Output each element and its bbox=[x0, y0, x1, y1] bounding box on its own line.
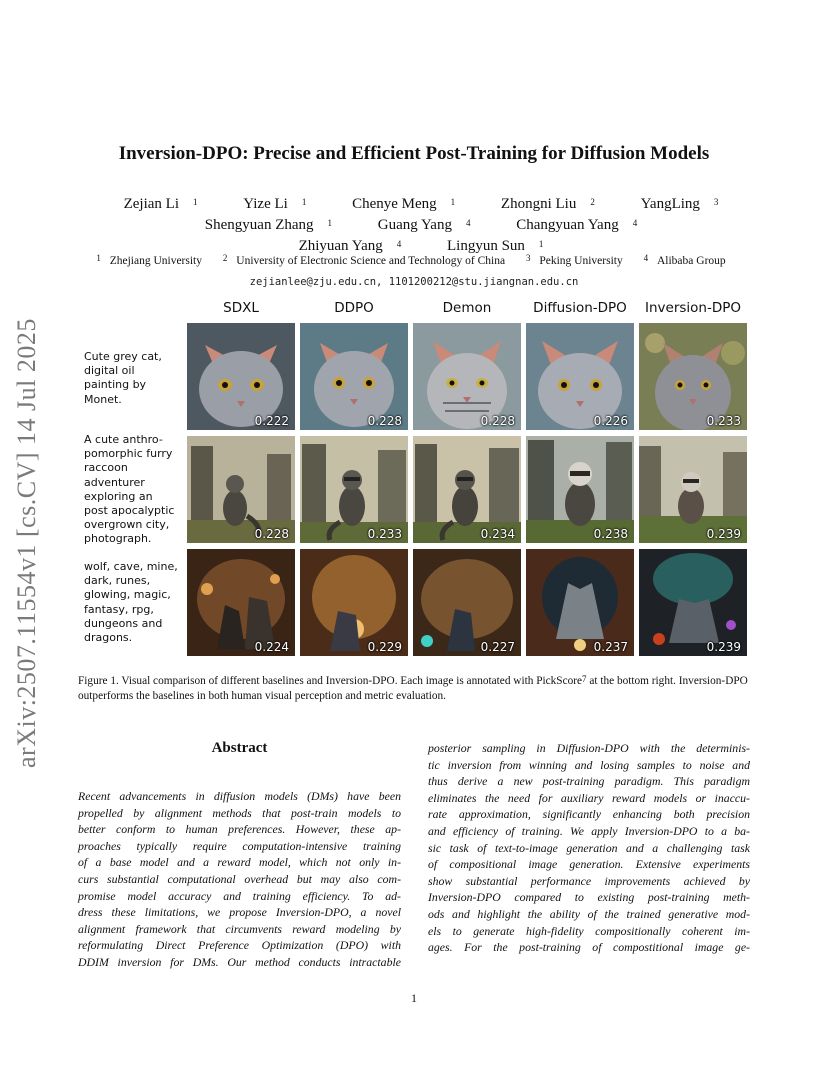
figure-1-comparison-grid bbox=[82, 298, 750, 660]
author: Zejian Li $^1$ bbox=[123, 196, 198, 212]
row-prompt-wolf: wolf, cave, mine, dark, runes, glowing, magic, fantasy, rpg, dungeons and dragons. bbox=[84, 560, 178, 645]
author: Shengyuan Zhang $^1$ bbox=[204, 217, 333, 233]
column-header-ddpo: DDPO bbox=[334, 300, 374, 316]
raccoon-image-inversion-dpo bbox=[639, 436, 747, 543]
abstract-text-left-column: Recent advancements in diffusion models (DMs) have been propelled by alignment methods that post-train models to better conform to human preferences. However, these ap- proaches typically require computation-intensive training of a base model and a reward model, which not only in- curs substantial computational overhead but may also com- promise model accuracy and training efficiency. To ad- dress these limitations, we propose Inversion-DPO, a novel alignment framework that circumvents reward modeling by reformulating Direct Preference Optimization (DPO) with DDIM inversion for DMs. Our method conducts intractable bbox=[78, 789, 401, 969]
pickscore-value: 0.229 bbox=[367, 640, 402, 654]
affiliation: $^3$ Peking University bbox=[525, 253, 623, 267]
pickscore-value: 0.233 bbox=[367, 527, 402, 541]
arxiv-identifier-stamp[interactable]: arXiv:2507.11554v1 [cs.CV] 14 Jul 2025 bbox=[12, 318, 41, 768]
raccoon-image-diffusion-dpo bbox=[526, 436, 634, 543]
row-prompt-raccoon: A cute anthro- pomorphic furry raccoon adventurer exploring an post apocalyptic overgrown city, photograph. bbox=[84, 433, 175, 546]
pickscore-value: 0.239 bbox=[706, 527, 741, 541]
abstract-text-right-column: posterior sampling in Diffusion-DPO with the determinis- tic inversion from winning and losing samples to noise and thus derive a new post-training paradigm. This paradigm eliminates the need for auxiliary reward models or inaccu- rate approximation, significantly enhancing both precision and efficiency of training. We apply Inversion-DPO to a ba- sic task of text-to-image generation and a challenging task of compositional image generation. Extensive experiments show substantial performance improvements achieved by Inversion-DPO compared to existing post-training meth- ods and highlight the ability of the trained generative mod- els to generate high-fidelity compositionally coherent im- ages. For the post-training of compostitional image ge- bbox=[428, 741, 750, 955]
paper-title: Inversion-DPO: Precise and Efficient Post-Training for Diffusion Models bbox=[118, 143, 710, 164]
affiliation: $^2$ University of Electronic Science and Technology of China bbox=[222, 253, 506, 267]
author: Zhongni Liu $^2$ bbox=[500, 196, 595, 212]
cat-image-diffusion-dpo bbox=[526, 323, 634, 430]
page-number: 1 bbox=[411, 991, 417, 1005]
column-header-diffusion-dpo: Diffusion-DPO bbox=[533, 300, 627, 316]
pickscore-value: 0.228 bbox=[480, 414, 515, 428]
wolf-image-demon bbox=[413, 549, 521, 656]
affiliation: $^4$ Alibaba Group bbox=[643, 253, 726, 267]
author-emails[interactable]: zejianlee@zju.edu.cn, 1101200212@stu.jiangnan.edu.cn bbox=[249, 276, 579, 288]
author: Changyuan Yang $^4$ bbox=[516, 217, 638, 233]
raccoon-image-ddpo bbox=[300, 436, 408, 543]
pickscore-value: 0.233 bbox=[706, 414, 741, 428]
row-prompt-cat: Cute grey cat, digital oil painting by Monet. bbox=[84, 350, 162, 406]
author: Guang Yang $^4$ bbox=[377, 217, 471, 233]
author: Zhiyuan Yang $^4$ bbox=[298, 238, 402, 254]
author-row-2 bbox=[0, 215, 828, 236]
cat-image-sdxl bbox=[187, 323, 295, 430]
pickscore-value: 0.222 bbox=[254, 414, 289, 428]
pickscore-value: 0.224 bbox=[254, 640, 289, 654]
author: Lingyun Sun $^1$ bbox=[446, 238, 544, 254]
cat-image-inversion-dpo bbox=[639, 323, 747, 430]
affiliations bbox=[0, 255, 828, 267]
pickscore-value: 0.226 bbox=[593, 414, 628, 428]
raccoon-image-sdxl bbox=[187, 436, 295, 543]
raccoon-image-demon bbox=[413, 436, 521, 543]
cat-image-ddpo bbox=[300, 323, 408, 430]
pickscore-value: 0.228 bbox=[254, 527, 289, 541]
author: Chenye Meng $^1$ bbox=[352, 196, 456, 212]
author: Yize Li $^1$ bbox=[243, 196, 307, 212]
figure-caption: Figure 1. Visual comparison of different baselines and Inversion-DPO. Each image is annotated with PickScore$^7$ at the bottom right. Inversion-DPO outperforms the baselines in both human visual perception and metric evaluation. bbox=[78, 674, 748, 702]
cat-image-demon bbox=[413, 323, 521, 430]
pickscore-value: 0.239 bbox=[706, 640, 741, 654]
pickscore-value: 0.228 bbox=[367, 414, 402, 428]
column-header-demon: Demon bbox=[442, 300, 492, 316]
author-row-3 bbox=[0, 236, 828, 257]
wolf-image-sdxl bbox=[187, 549, 295, 656]
author-list bbox=[0, 194, 828, 257]
wolf-image-inversion-dpo bbox=[639, 549, 747, 656]
affiliation: $^1$ Zhejiang University bbox=[96, 253, 203, 267]
author: YangLing $^3$ bbox=[640, 196, 719, 212]
pickscore-value: 0.237 bbox=[593, 640, 628, 654]
column-header-sdxl: SDXL bbox=[223, 300, 259, 316]
wolf-image-ddpo bbox=[300, 549, 408, 656]
pickscore-value: 0.238 bbox=[593, 527, 628, 541]
abstract-heading: Abstract bbox=[211, 740, 268, 756]
author-row-1 bbox=[0, 194, 828, 215]
pickscore-value: 0.227 bbox=[480, 640, 515, 654]
pickscore-value: 0.234 bbox=[480, 527, 515, 541]
column-header-inversion-dpo: Inversion-DPO bbox=[644, 300, 742, 316]
wolf-image-diffusion-dpo bbox=[526, 549, 634, 656]
